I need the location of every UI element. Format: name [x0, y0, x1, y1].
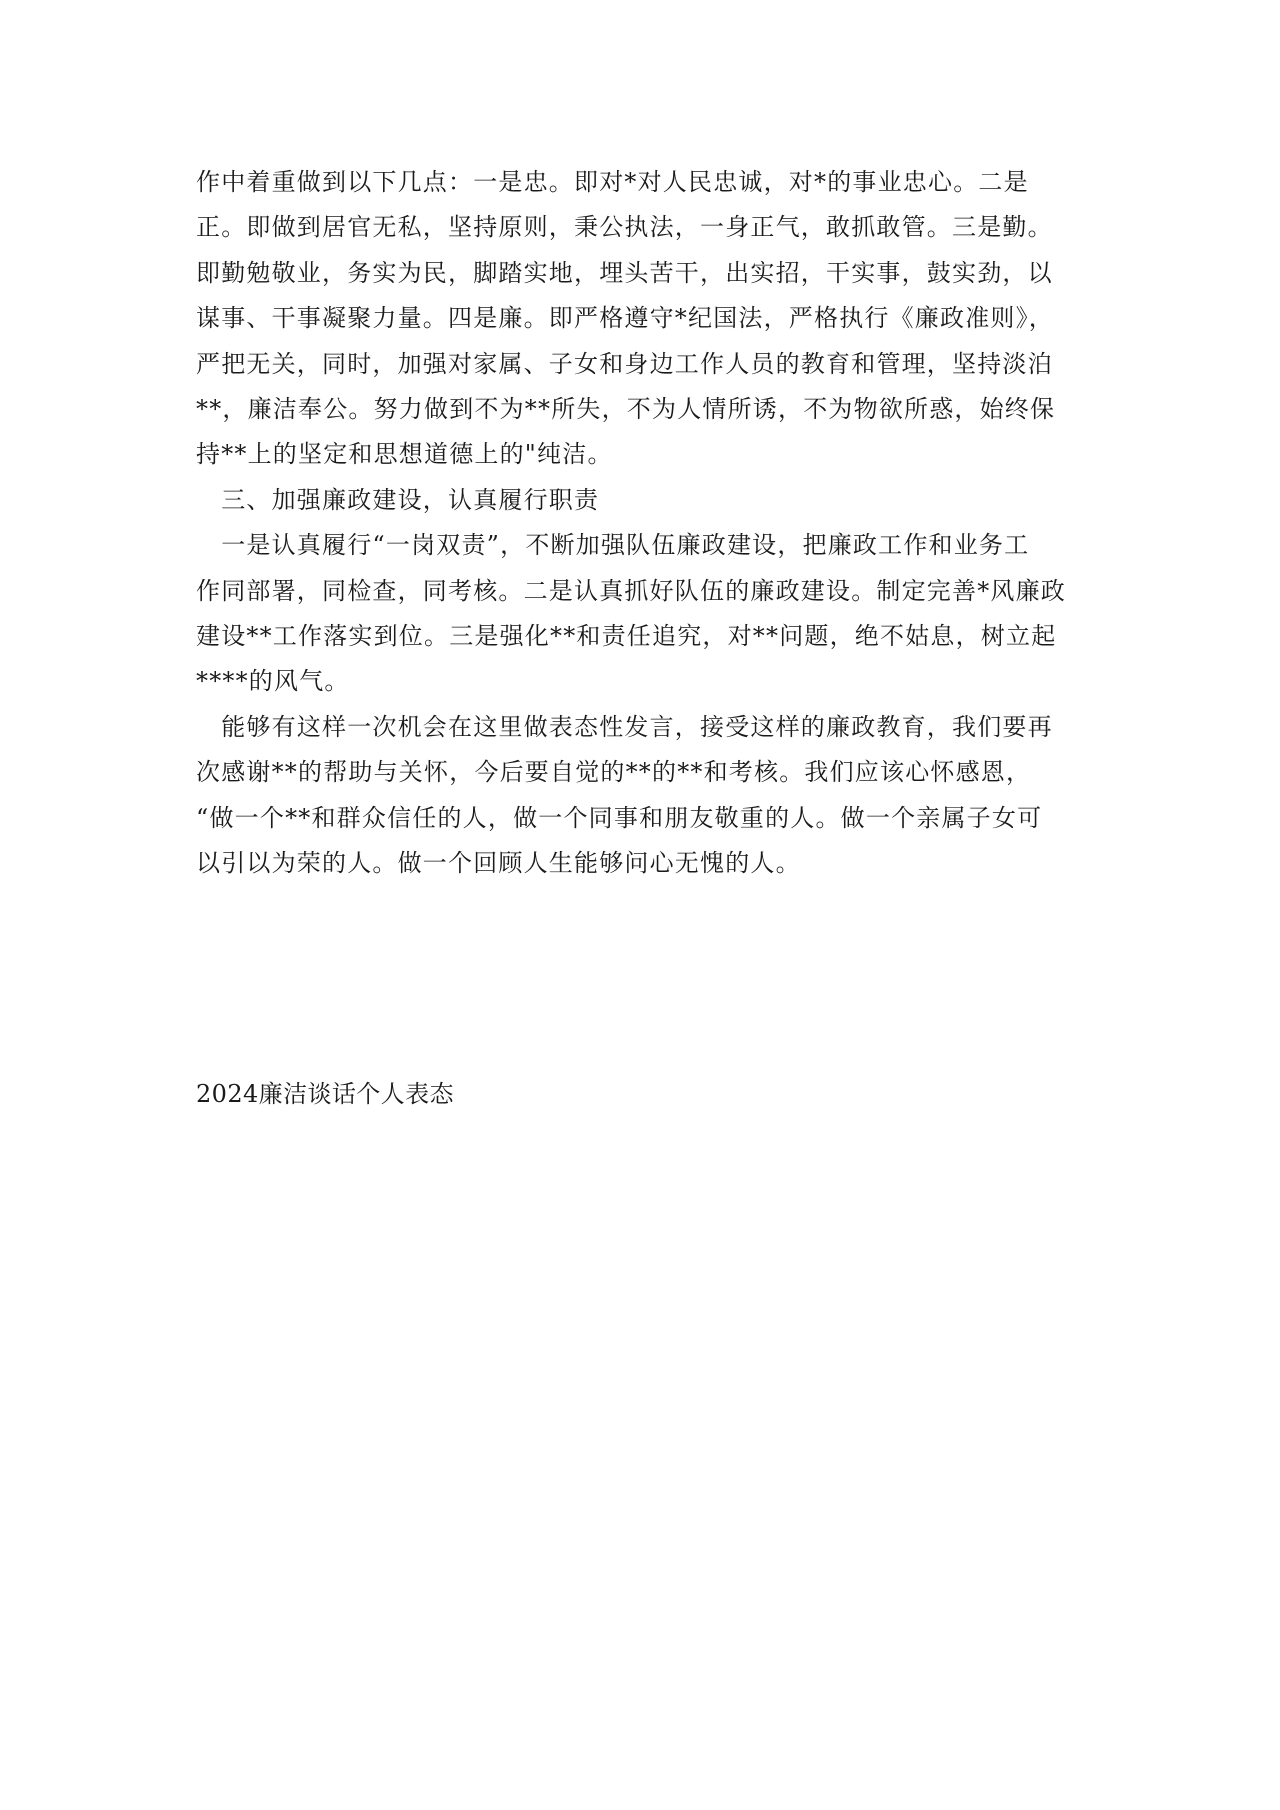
text-line: 即勤勉敬业，务实为民，脚踏实地，埋头苦干，出实招，干实事，鼓实劲，以 [196, 258, 1053, 287]
text-line: 作同部署，同检查，同考核。二是认真抓好队伍的廉政建设。制定完善*风廉政 [196, 576, 1066, 605]
text-line: 以引以为荣的人。做一个回顾人生能够问心无愧的人。 [196, 849, 801, 878]
text-line: 能够有这样一次机会在这里做表态性发言，接受这样的廉政教育，我们要再 [196, 712, 1053, 741]
text-line: **，廉洁奉公。努力做到不为**所失，不为人情所诱，不为物欲所惑，始终保 [196, 395, 1056, 424]
text-line: 一是认真履行“一岗双责”，不断加强队伍廉政建设，把廉政工作和业务工 [196, 531, 1030, 560]
text-line: 严把无关，同时，加强对家属、子女和身边工作人员的教育和管理，坚持淡泊 [196, 349, 1053, 378]
text-line: 建设**工作落实到位。三是强化**和责任追究，对**问题，绝不姑息，树立起 [196, 622, 1057, 651]
text-line: 作中着重做到以下几点：一是忠。即对*对人民忠诚，对*的事业忠心。二是 [196, 168, 1029, 196]
text-line: “做一个**和群众信任的人，做一个同事和朋友敬重的人。做一个亲属子女可 [196, 803, 1043, 832]
text-line: 谋事、干事凝聚力量。四是廉。即严格遵守*纪国法，严格执行《廉政准则》， [196, 304, 1054, 333]
footer-title: 2024廉洁谈话个人表态 [196, 1080, 454, 1108]
document-body [196, 160, 1096, 887]
text-line: 次感谢**的帮助与关怀，今后要自觉的**的**和考核。我们应该心怀感恩， [196, 758, 1032, 787]
section-heading: 三、加强廉政建设，认真履行职责 [196, 485, 600, 514]
text-line: 持**上的坚定和思想道德上的"纯洁。 [196, 440, 613, 469]
text-line: 正。即做到居官无私，坚持原则，秉公执法，一身正气，敢抓敢管。三是勤。 [196, 213, 1053, 242]
text-line: ****的风气。 [196, 667, 350, 696]
